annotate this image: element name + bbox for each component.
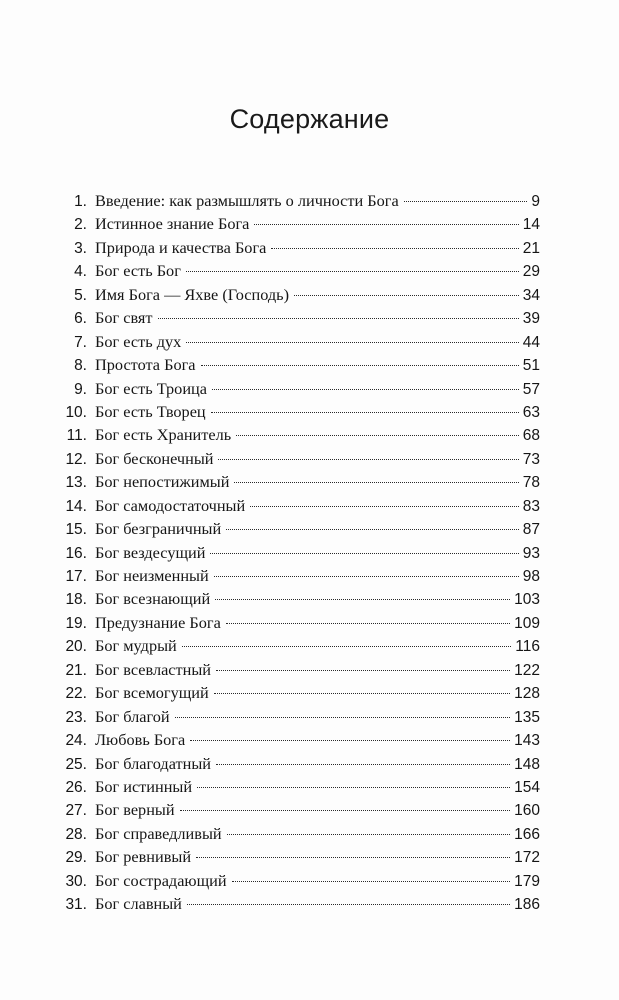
toc-entry[interactable] bbox=[52, 845, 540, 868]
toc-entry-number: 23. bbox=[65, 708, 87, 726]
toc-entry[interactable] bbox=[52, 494, 540, 517]
toc-entry[interactable] bbox=[52, 353, 540, 376]
toc-entry-page-number: 87 bbox=[522, 521, 540, 539]
toc-entry-page-number: 179 bbox=[514, 872, 540, 890]
toc-entry-page-number: 78 bbox=[522, 474, 540, 492]
toc-entry-title: Бог есть Творец bbox=[95, 401, 206, 421]
toc-entry[interactable] bbox=[52, 728, 540, 751]
toc-entry-title: Простота Бога bbox=[95, 355, 196, 375]
toc-entry-number: 19. bbox=[65, 614, 87, 632]
toc-entry-title: Бог мудрый bbox=[95, 636, 177, 656]
toc-entry-page-number: 39 bbox=[522, 310, 540, 328]
toc-entry-title: Бог благодатный bbox=[95, 753, 211, 773]
toc-entry[interactable] bbox=[52, 517, 540, 540]
toc-entry-title: Бог верный bbox=[95, 800, 175, 820]
toc-entry-page-number: 44 bbox=[522, 333, 540, 351]
toc-dot-leader bbox=[187, 904, 510, 905]
toc-entry-title: Бог свят bbox=[95, 308, 153, 328]
toc-entry-number: 4. bbox=[74, 263, 87, 281]
toc-dot-leader bbox=[186, 271, 519, 272]
toc-entry-title: Бог всезнающий bbox=[95, 589, 211, 609]
toc-entry[interactable] bbox=[52, 447, 540, 470]
toc-entry[interactable] bbox=[52, 189, 540, 212]
toc-dot-leader bbox=[197, 787, 510, 788]
toc-dot-leader bbox=[227, 834, 511, 835]
toc-entry-page-number: 98 bbox=[522, 568, 540, 585]
toc-entry-page-number: 109 bbox=[514, 614, 540, 632]
toc-entry-number: 5. bbox=[74, 286, 87, 304]
toc-entry-page-number: 166 bbox=[514, 825, 540, 843]
toc-entry-title: Любовь Бога bbox=[95, 730, 186, 750]
toc-dot-leader bbox=[226, 529, 519, 530]
toc-entry-title: Бог всемогущий bbox=[95, 683, 209, 703]
toc-entry-page-number: 21 bbox=[522, 239, 540, 257]
toc-dot-leader bbox=[254, 224, 518, 225]
toc-entry[interactable] bbox=[52, 423, 540, 446]
toc-dot-leader bbox=[196, 857, 510, 858]
toc-entry-title: Природа и качества Бога bbox=[95, 237, 267, 257]
toc-entry[interactable] bbox=[52, 377, 540, 400]
toc-entry-number: 6. bbox=[74, 310, 87, 328]
toc-entry[interactable] bbox=[52, 634, 540, 657]
toc-entry[interactable] bbox=[52, 869, 540, 892]
toc-entry-title: Бог безграничный bbox=[95, 519, 222, 539]
toc-entry-title: Бог истинный bbox=[95, 776, 193, 796]
toc-entry-number: 25. bbox=[65, 755, 87, 773]
toc-entry-number: 20. bbox=[65, 638, 87, 656]
toc-entry-title: Бог славный bbox=[95, 894, 182, 914]
toc-entry-page-number: 172 bbox=[514, 849, 540, 867]
toc-dot-leader bbox=[236, 435, 519, 436]
toc-dot-leader bbox=[271, 248, 518, 249]
toc-dot-leader bbox=[216, 764, 510, 765]
toc-entry-number: 16. bbox=[65, 544, 87, 562]
toc-dot-leader bbox=[182, 646, 512, 647]
toc-dot-leader bbox=[250, 506, 519, 507]
toc-entry[interactable] bbox=[52, 798, 540, 821]
toc-entry-number: 21. bbox=[65, 661, 87, 679]
toc-entry-page-number: 116 bbox=[515, 638, 540, 656]
toc-entry-title: Бог бесконечный bbox=[95, 448, 214, 468]
toc-entry-page-number: 14 bbox=[522, 216, 540, 234]
toc-entry-number: 3. bbox=[74, 239, 87, 257]
toc-dot-leader bbox=[216, 670, 510, 671]
toc-entry-page-number: 57 bbox=[522, 380, 540, 398]
toc-entry-number: 7. bbox=[74, 333, 87, 351]
table-of-contents bbox=[52, 189, 540, 916]
toc-entry-title: Бог есть дух bbox=[95, 331, 182, 351]
toc-entry-title: Бог самодостаточный bbox=[95, 495, 246, 515]
toc-entry-title: Бог есть Хранитель bbox=[95, 425, 232, 445]
toc-entry[interactable] bbox=[52, 587, 540, 610]
toc-entry-number: 1. bbox=[74, 193, 87, 210]
toc-entry-page-number: 9 bbox=[531, 193, 540, 210]
toc-dot-leader bbox=[175, 717, 511, 718]
toc-entry[interactable] bbox=[52, 564, 540, 587]
toc-entry-number: 31. bbox=[65, 896, 87, 914]
toc-entry-title: Бог справедливый bbox=[95, 823, 222, 843]
toc-entry-page-number: 135 bbox=[514, 708, 540, 726]
toc-entry-page-number: 34 bbox=[522, 286, 540, 304]
toc-entry-title: Бог благой bbox=[95, 706, 170, 726]
toc-entry-page-number: 143 bbox=[514, 732, 540, 750]
toc-entry-number: 9. bbox=[74, 380, 87, 398]
toc-entry-number: 30. bbox=[65, 872, 87, 890]
page-title: Содержание bbox=[229, 104, 390, 135]
toc-entry-title: Бог всевластный bbox=[95, 659, 212, 679]
toc-entry-number: 15. bbox=[65, 521, 87, 539]
toc-dot-leader bbox=[234, 482, 518, 483]
toc-entry[interactable] bbox=[52, 658, 540, 681]
toc-entry-title: Введение: как размышлять о личности Бога bbox=[95, 191, 399, 210]
toc-entry[interactable] bbox=[52, 705, 540, 728]
toc-dot-leader bbox=[210, 553, 518, 554]
toc-dot-leader bbox=[180, 810, 511, 811]
toc-dot-leader bbox=[214, 693, 510, 694]
toc-entry-number: 13. bbox=[65, 474, 87, 492]
toc-entry-number: 18. bbox=[65, 591, 87, 609]
toc-dot-leader bbox=[214, 576, 519, 577]
toc-entry-title: Бог есть Бог bbox=[95, 261, 181, 281]
toc-entry[interactable] bbox=[52, 236, 540, 259]
toc-entry-title: Бог есть Троица bbox=[95, 378, 207, 398]
toc-entry-title: Бог вездесущий bbox=[95, 542, 206, 562]
toc-entry-title: Бог ревнивый bbox=[95, 847, 192, 867]
toc-entry[interactable] bbox=[52, 212, 540, 235]
toc-entry[interactable] bbox=[52, 541, 540, 564]
toc-entry[interactable] bbox=[52, 892, 540, 915]
toc-dot-leader bbox=[226, 623, 510, 624]
toc-entry-page-number: 68 bbox=[522, 427, 540, 445]
toc-entry-page-number: 154 bbox=[514, 778, 540, 796]
toc-entry-page-number: 63 bbox=[522, 403, 540, 421]
toc-entry[interactable] bbox=[52, 283, 540, 306]
toc-entry[interactable] bbox=[52, 681, 540, 704]
toc-entry-page-number: 148 bbox=[514, 755, 540, 773]
toc-entry-number: 28. bbox=[65, 825, 87, 843]
toc-dot-leader bbox=[158, 318, 519, 319]
toc-entry-title: Бог сострадающий bbox=[95, 870, 227, 890]
toc-entry-page-number: 83 bbox=[522, 497, 540, 515]
toc-entry-page-number: 160 bbox=[514, 802, 540, 820]
toc-entry-number: 2. bbox=[74, 216, 87, 234]
toc-entry-page-number: 103 bbox=[514, 591, 540, 609]
toc-entry-title: Предузнание Бога bbox=[95, 612, 221, 632]
toc-entry-page-number: 51 bbox=[522, 357, 540, 375]
toc-entry-title: Бог непостижимый bbox=[95, 472, 230, 492]
toc-entry-number: 14. bbox=[65, 497, 87, 515]
toc-entry-number: 17. bbox=[65, 568, 87, 585]
toc-entry-page-number: 93 bbox=[522, 544, 540, 562]
toc-entry-number: 27. bbox=[65, 802, 87, 820]
toc-entry-page-number: 186 bbox=[514, 896, 540, 914]
toc-entry[interactable] bbox=[52, 330, 540, 353]
toc-dot-leader bbox=[218, 459, 518, 460]
toc-entry[interactable] bbox=[52, 822, 540, 845]
toc-entry[interactable] bbox=[52, 611, 540, 634]
toc-entry-number: 12. bbox=[65, 450, 87, 468]
toc-entry-page-number: 29 bbox=[522, 263, 540, 281]
toc-entry-page-number: 73 bbox=[522, 450, 540, 468]
toc-entry-number: 29. bbox=[65, 849, 87, 867]
toc-entry[interactable] bbox=[52, 752, 540, 775]
toc-entry-title: Истинное знание Бога bbox=[95, 214, 250, 234]
toc-dot-leader bbox=[190, 740, 510, 741]
toc-dot-leader bbox=[294, 295, 519, 296]
toc-entry-number: 26. bbox=[65, 778, 87, 796]
toc-entry-number: 8. bbox=[74, 357, 87, 375]
toc-dot-leader bbox=[212, 389, 519, 390]
toc-entry-number: 22. bbox=[65, 685, 87, 703]
toc-dot-leader bbox=[215, 599, 510, 600]
toc-entry-title: Имя Бога — Яхве (Господь) bbox=[95, 284, 290, 304]
toc-entry-title: Бог неизменный bbox=[95, 566, 209, 585]
toc-dot-leader bbox=[211, 412, 519, 413]
toc-entry-number: 11. bbox=[66, 427, 87, 445]
toc-entry[interactable] bbox=[52, 400, 540, 423]
toc-entry-page-number: 122 bbox=[514, 661, 540, 679]
toc-dot-leader bbox=[404, 201, 528, 202]
toc-entry-number: 10. bbox=[65, 403, 87, 421]
toc-dot-leader bbox=[201, 365, 519, 366]
toc-entry[interactable] bbox=[52, 306, 540, 329]
toc-entry[interactable] bbox=[52, 775, 540, 798]
toc-entry-number: 24. bbox=[65, 732, 87, 750]
toc-dot-leader bbox=[232, 881, 511, 882]
toc-entry[interactable] bbox=[52, 470, 540, 493]
toc-dot-leader bbox=[186, 342, 518, 343]
toc-entry-page-number: 128 bbox=[514, 685, 540, 703]
toc-entry[interactable] bbox=[52, 259, 540, 282]
